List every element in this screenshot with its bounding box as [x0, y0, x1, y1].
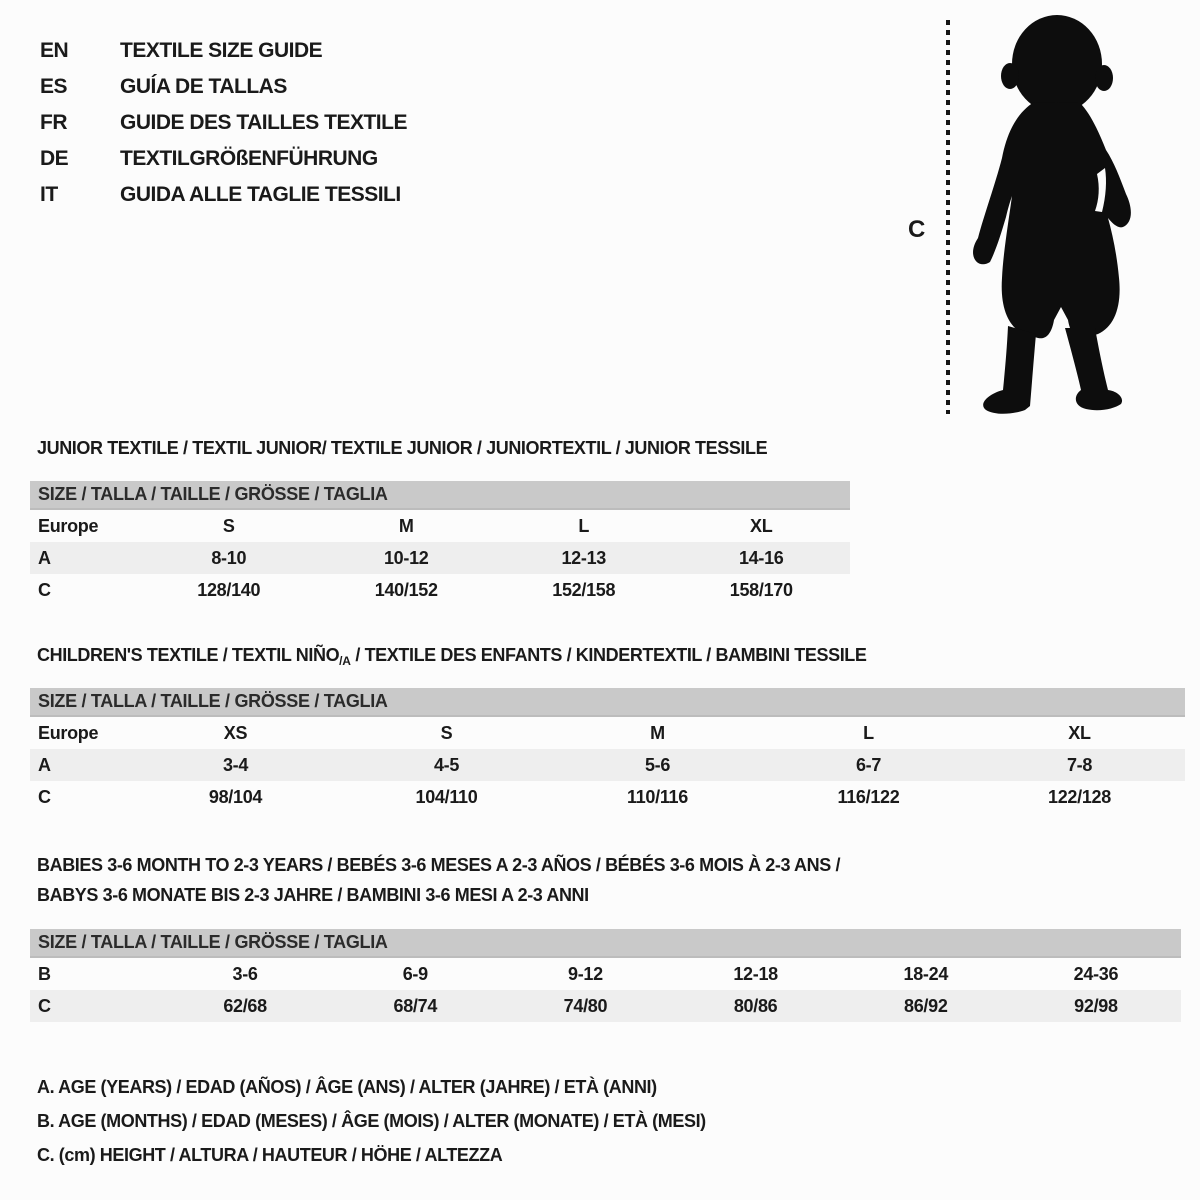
table-cell: 122/128 [1048, 786, 1111, 807]
table-cell: 110/116 [627, 786, 688, 807]
table-cell: XL [1068, 722, 1091, 743]
lang-row-de [40, 141, 407, 177]
table-cell: 86/92 [904, 995, 948, 1016]
size-header-band [30, 929, 1181, 958]
size-header-band [30, 481, 850, 510]
lang-row-fr [40, 105, 407, 141]
table-cell: 3-4 [222, 754, 249, 775]
children-title-pre: CHILDREN'S TEXTILE / TEXTIL NIÑO [37, 645, 340, 665]
row-label: Europe [38, 722, 99, 743]
table-row [30, 542, 850, 574]
table-row [30, 958, 1181, 990]
table-cell: 116/122 [837, 786, 900, 807]
table-cell: 92/98 [1074, 995, 1118, 1016]
table-cell: 128/140 [197, 579, 261, 600]
lang-label: TEXTILE SIZE GUIDE [120, 39, 323, 62]
size-header-text: SIZE / TALLA / TAILLE / GRÖSSE / TAGLIA [38, 484, 388, 504]
lang-row-it [40, 177, 407, 213]
table-cell: M [398, 515, 414, 536]
table-cell: 3-6 [232, 963, 258, 984]
table-cell: XL [750, 515, 773, 536]
children-title-sub: /A [339, 654, 351, 668]
table-cell: 158/170 [729, 579, 793, 600]
table-cell: 18-24 [903, 963, 949, 984]
children-section-title [37, 645, 867, 668]
table-cell: 9-12 [568, 963, 603, 984]
lang-label: GUIDE DES TAILLES TEXTILE [120, 111, 407, 134]
table-cell: 62/68 [223, 995, 267, 1016]
table-cell: 68/74 [393, 995, 438, 1016]
table-row [30, 781, 1185, 813]
children-size-table [30, 688, 1185, 813]
table-cell: 8-10 [211, 547, 247, 568]
row-label: A [38, 547, 51, 568]
size-header-band [30, 688, 1185, 717]
lang-label: GUIDA ALLE TAGLIE TESSILI [120, 183, 401, 206]
children-title-post: / TEXTILE DES ENFANTS / KINDERTEXTIL / BAMBINI TESSILE [350, 645, 867, 665]
lang-label: GUÍA DE TALLAS [120, 75, 287, 98]
row-label: Europe [38, 515, 99, 536]
lang-code: FR [40, 111, 67, 134]
babies-title-line2: BABYS 3-6 MONATE BIS 2-3 JAHRE / BAMBINI 3-6 MESI A 2-3 ANNI [37, 885, 589, 905]
size-header-text: SIZE / TALLA / TAILLE / GRÖSSE / TAGLIA [38, 932, 388, 952]
table-cell: 6-7 [855, 754, 882, 775]
lang-code: ES [40, 75, 68, 98]
height-measure-label: C [908, 216, 926, 243]
table-cell: 7-8 [1066, 754, 1093, 775]
junior-size-table [30, 481, 850, 606]
row-label: B [38, 963, 51, 984]
lang-row-en [40, 33, 407, 69]
table-cell: L [578, 515, 590, 536]
table-cell: 5-6 [644, 754, 671, 775]
measure-legend [37, 1070, 706, 1172]
legend-line-a: A. AGE (YEARS) / EDAD (AÑOS) / ÂGE (ANS) / ALTER (JAHRE) / ETÀ (ANNI) [37, 1077, 657, 1097]
table-cell: 12-18 [733, 963, 778, 984]
table-cell: 74/80 [563, 995, 608, 1016]
table-cell: 140/152 [374, 579, 438, 600]
table-cell: S [440, 722, 453, 743]
junior-section-title: JUNIOR TEXTILE / TEXTIL JUNIOR/ TEXTILE JUNIOR / JUNIORTEXTIL / JUNIOR TESSILE [37, 438, 768, 458]
babies-size-table [30, 929, 1181, 1022]
lang-row-es [40, 69, 407, 105]
babies-section-title [37, 850, 840, 910]
lang-code: EN [40, 39, 69, 62]
legend-line-c: C. (cm) HEIGHT / ALTURA / HAUTEUR / HÖHE / ALTEZZA [37, 1145, 503, 1165]
baby-silhouette-icon [962, 10, 1144, 418]
table-cell: 12-13 [561, 547, 607, 568]
size-header-text: SIZE / TALLA / TAILLE / GRÖSSE / TAGLIA [38, 691, 388, 711]
row-label: C [38, 579, 51, 600]
lang-label: TEXTILGRÖßENFÜHRUNG [120, 147, 378, 170]
table-cell: 152/158 [552, 579, 616, 600]
row-label: C [38, 995, 51, 1016]
table-cell: 104/110 [415, 786, 478, 807]
table-cell: M [650, 722, 665, 743]
table-row [30, 749, 1185, 781]
table-row [30, 574, 850, 606]
table-cell: 98/104 [208, 786, 263, 807]
height-measure-line [946, 20, 950, 414]
table-cell: 24-36 [1073, 963, 1119, 984]
table-row [30, 717, 1185, 749]
table-cell: S [222, 515, 235, 536]
table-cell: XS [223, 722, 248, 743]
table-cell: 6-9 [402, 963, 428, 984]
table-cell: 10-12 [383, 547, 429, 568]
table-row [30, 990, 1181, 1022]
table-row [30, 510, 850, 542]
lang-code: IT [40, 183, 58, 206]
legend-line-b: B. AGE (MONTHS) / EDAD (MESES) / ÂGE (MOIS) / ALTER (MONATE) / ETÀ (MESI) [37, 1111, 706, 1131]
lang-code: DE [40, 147, 69, 170]
table-cell: 14-16 [738, 547, 784, 568]
table-cell: L [863, 722, 874, 743]
table-cell: 4-5 [433, 754, 460, 775]
row-label: A [38, 754, 51, 775]
babies-title-line1: BABIES 3-6 MONTH TO 2-3 YEARS / BEBÉS 3-6 MESES A 2-3 AÑOS / BÉBÉS 3-6 MOIS À 2-3 ANS / [37, 855, 841, 875]
table-cell: 80/86 [733, 995, 778, 1016]
row-label: C [38, 786, 51, 807]
language-title-list [40, 33, 407, 213]
